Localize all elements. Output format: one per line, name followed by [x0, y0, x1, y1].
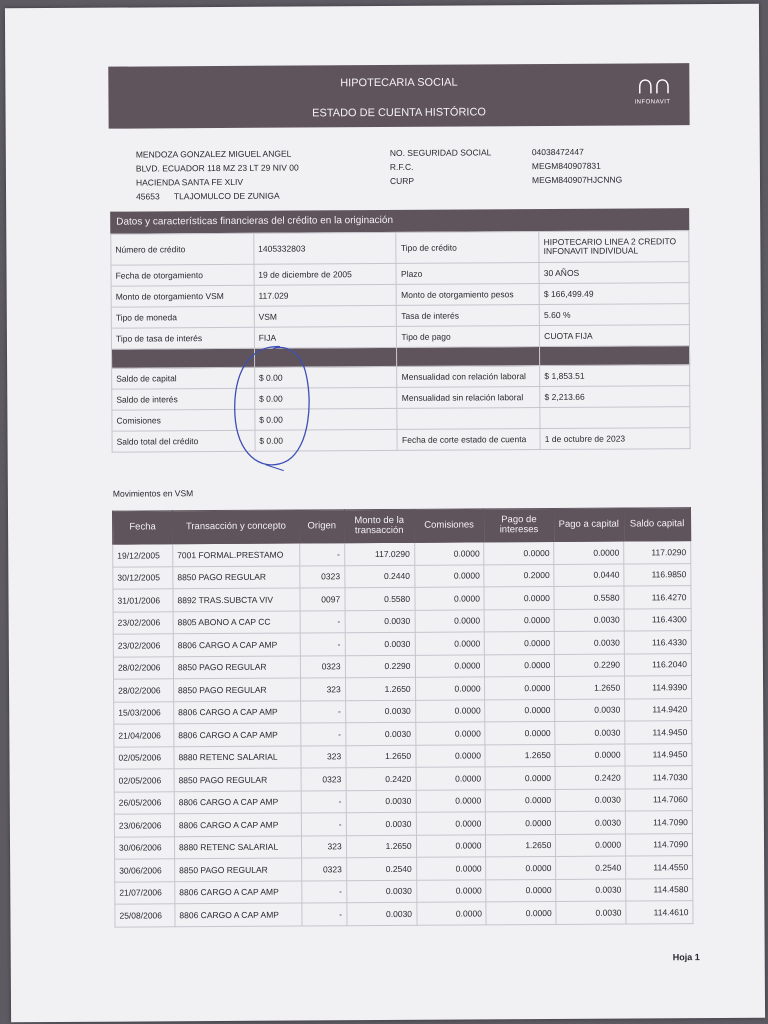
col-monto: Monto de la transacción	[344, 509, 414, 542]
date-cell: 02/05/2006	[114, 769, 174, 792]
fees-cell: 0.0000	[415, 744, 485, 767]
table-header-row	[112, 508, 690, 545]
concept-cell: 8850 PAGO REGULAR	[174, 768, 301, 791]
capital-cell: 0.0030	[556, 901, 626, 924]
col-saldo: Saldo capital	[624, 508, 691, 541]
amount-cell: 1.2650	[345, 677, 415, 700]
interest-balance-label: Saldo de interés	[112, 388, 255, 410]
interest-cell: 0.0000	[485, 631, 555, 654]
statement-title: HIPOTECARIA SOCIAL	[340, 76, 458, 90]
origin-cell: -	[300, 700, 345, 723]
balance-cell: 116.9850	[624, 563, 691, 586]
fees-cell: 0.0000	[416, 879, 486, 902]
credit-type-label: Tipo de crédito	[396, 232, 539, 264]
fees-value: $ 0.00	[255, 408, 398, 430]
concept-cell: 8850 PAGO REGULAR	[173, 678, 300, 701]
amount-cell: 0.5580	[345, 587, 415, 610]
interest-cell: 0.0000	[485, 609, 555, 632]
origin-cell: -	[300, 610, 345, 633]
capital-cell: 0.0000	[556, 834, 626, 857]
balance-cell: 114.9420	[625, 698, 692, 721]
date-cell: 19/12/2005	[113, 544, 173, 567]
origin-cell: -	[301, 723, 346, 746]
amount-cell: 1.2650	[346, 835, 416, 858]
date-cell: 25/08/2006	[115, 904, 175, 927]
origin-cell: -	[301, 880, 346, 903]
rate-type-value: FIJA	[254, 326, 397, 348]
origin-cell: -	[300, 633, 345, 656]
fees-cell: 0.0000	[416, 789, 486, 812]
concept-cell: 8850 PAGO REGULAR	[175, 858, 302, 881]
amount-cell: 117.0290	[344, 542, 414, 565]
holder-name: MENDOZA GONZALEZ MIGUEL ANGEL	[135, 148, 292, 160]
interest-cell: 0.0000	[486, 789, 556, 812]
balance-cell: 114.4550	[626, 856, 693, 879]
concept-cell: 8850 PAGO REGULAR	[173, 566, 300, 589]
amount-vsm-label: Monto de otorgamiento VSM	[111, 285, 254, 307]
page-number: Hoja 1	[672, 952, 700, 963]
origin-cell: 323	[301, 745, 346, 768]
amount-cell: 0.2540	[346, 857, 416, 880]
date-cell: 23/02/2006	[113, 634, 173, 657]
section-title: Datos y características financieras del crédito en la originación	[110, 208, 689, 234]
date-cell: 30/06/2006	[114, 836, 174, 859]
interest-cell: 0.0000	[485, 654, 555, 677]
col-comisiones: Comisiones	[414, 509, 484, 542]
movements-body	[113, 541, 693, 927]
balance-cell: 114.9450	[625, 721, 692, 744]
concept-cell: 7001 FORMAL.PRESTAMO	[173, 543, 300, 566]
amount-cell: 0.0030	[347, 902, 417, 925]
rfc-label: R.F.C.	[389, 161, 414, 172]
rfc-value: MEGM840907831	[531, 160, 601, 172]
concept-cell: 8806 CARGO A CAP AMP	[174, 791, 301, 814]
date-cell: 15/03/2006	[114, 701, 174, 724]
header-bar	[108, 63, 689, 129]
amount-cell: 0.0030	[346, 880, 416, 903]
origin-cell: 323	[301, 835, 346, 858]
origin-cell: 0323	[301, 858, 346, 881]
date-cell: 21/04/2006	[114, 724, 174, 747]
amount-cell: 0.0030	[346, 812, 416, 835]
date-cell: 23/02/2006	[113, 611, 173, 634]
origin-cell: -	[302, 903, 347, 926]
interest-cell: 0.0000	[486, 856, 556, 879]
monthly-with-job-label: Mensualidad con relación laboral	[397, 366, 540, 388]
zip-code: 45653	[136, 191, 160, 202]
interest-cell: 1.2650	[486, 834, 556, 857]
nss-label: NO. SEGURIDAD SOCIAL	[389, 147, 492, 158]
monthly-without-job-label: Mensualidad sin relación laboral	[397, 387, 540, 409]
monthly-with-job-value: $ 1,853.51	[540, 365, 690, 387]
payment-type-label: Tipo de pago	[397, 326, 540, 348]
fees-cell: 0.0000	[415, 677, 485, 700]
date-cell: 21/07/2006	[115, 881, 175, 904]
address-line-1: BLVD. ECUADOR 118 MZ 23 LT 29 NIV 00	[135, 162, 299, 174]
origin-cell: 0323	[300, 565, 345, 588]
fees-cell: 0.0000	[415, 587, 485, 610]
balance-cell: 114.7060	[625, 788, 692, 811]
capital-cell: 0.2420	[555, 766, 625, 789]
concept-cell: 8880 RETENC SALARIAL	[174, 746, 301, 769]
interest-cell: 0.0000	[485, 676, 555, 699]
rate-label: Tasa de interés	[397, 305, 540, 327]
amount-cell: 1.2650	[346, 745, 416, 768]
id-values	[532, 145, 622, 188]
capital-balance-value: $ 0.00	[254, 366, 397, 388]
rate-type-label: Tipo de tasa de interés	[111, 327, 254, 349]
date-cell: 23/06/2006	[114, 814, 174, 837]
fees-label: Comisiones	[112, 409, 255, 431]
logo-text: INFONAVIT	[634, 99, 671, 106]
balance-cell: 114.7090	[626, 833, 693, 856]
interest-cell: 0.0000	[485, 721, 555, 744]
date-cell: 30/12/2005	[113, 566, 173, 589]
fees-cell: 0.0000	[415, 722, 485, 745]
amount-cell: 0.2440	[344, 565, 414, 588]
date-cell: 28/02/2006	[113, 656, 173, 679]
fees-cell: 0.0000	[416, 812, 486, 835]
capital-cell: 0.2540	[556, 856, 626, 879]
concept-cell: 8805 ABONO A CAP CC	[173, 611, 300, 634]
total-balance-label: Saldo total del crédito	[112, 430, 255, 452]
capital-cell: 0.0440	[554, 564, 624, 587]
table-row	[115, 901, 693, 927]
concept-cell: 8806 CARGO A CAP AMP	[174, 723, 301, 746]
concept-cell: 8806 CARGO A CAP AMP	[173, 633, 300, 656]
concept-cell: 8806 CARGO A CAP AMP	[174, 813, 301, 836]
currency-label: Tipo de moneda	[111, 306, 254, 328]
credit-type-value: HIPOTECARIO LINEA 2 CREDITO INFONAVIT INDIVIDUAL	[539, 231, 689, 263]
amount-cell: 0.0030	[346, 790, 416, 813]
statement-page	[5, 4, 765, 1023]
credit-details-table	[110, 230, 690, 453]
date-cell: 30/06/2006	[115, 859, 175, 882]
interest-cell: 0.0000	[486, 879, 556, 902]
curp-label: CURP	[389, 175, 415, 186]
holder-address	[136, 147, 299, 204]
term-value: 30 AÑOS	[539, 262, 689, 284]
interest-cell: 0.0000	[484, 541, 554, 564]
balance-cell: 116.4330	[624, 631, 691, 654]
movements-title: Movimientos en VSM	[112, 488, 194, 499]
fees-cell: 0.0000	[416, 834, 486, 857]
interest-cell: 0.2000	[484, 564, 554, 587]
date-cell: 31/01/2006	[113, 589, 173, 612]
date-cell: 26/05/2006	[114, 791, 174, 814]
interest-cell: 0.0000	[485, 699, 555, 722]
interest-cell: 0.0000	[486, 766, 556, 789]
amount-cell: 0.0030	[345, 722, 415, 745]
interest-cell: 1.2650	[485, 744, 555, 767]
interest-balance-value: $ 0.00	[254, 387, 397, 409]
capital-cell: 0.0000	[555, 744, 625, 767]
balance-cell: 114.9450	[625, 743, 692, 766]
balance-cell: 116.4300	[624, 608, 691, 631]
col-intereses: Pago de intereses	[484, 508, 554, 541]
origin-cell: 0097	[300, 588, 345, 611]
col-origen: Origen	[299, 510, 344, 543]
concept-cell: 8850 PAGO REGULAR	[173, 656, 300, 679]
balance-cell: 116.2040	[624, 653, 691, 676]
balance-cell: 117.0290	[624, 541, 691, 564]
amount-cell: 0.2290	[345, 655, 415, 678]
city: TLAJOMULCO DE ZUNIGA	[173, 190, 280, 202]
origin-cell: -	[299, 543, 344, 566]
fees-cell: 0.0000	[416, 857, 486, 880]
fees-cell: 0.0000	[415, 609, 485, 632]
concept-cell: 8806 CARGO A CAP AMP	[175, 881, 302, 904]
capital-cell: 0.0030	[555, 789, 625, 812]
credit-number-label: Número de crédito	[111, 233, 254, 265]
balance-cell: 114.4580	[626, 878, 693, 901]
interest-cell: 0.0000	[484, 586, 554, 609]
fees-cell: 0.0000	[415, 654, 485, 677]
fees-cell: 0.0000	[415, 699, 485, 722]
capital-cell: 0.0030	[555, 699, 625, 722]
table-row	[111, 231, 689, 266]
rate-value: 5.60 %	[539, 304, 689, 326]
id-labels	[390, 145, 492, 188]
origin-cell: -	[301, 813, 346, 836]
capital-cell: 0.5580	[554, 586, 624, 609]
capital-cell: 0.0030	[556, 811, 626, 834]
grant-date-label: Fecha de otorgamiento	[111, 264, 254, 286]
infonavit-logo-icon: ∩∩	[635, 68, 670, 100]
concept-cell: 8880 RETENC SALARIAL	[174, 836, 301, 859]
payment-type-value: CUOTA FIJA	[540, 325, 690, 347]
capital-cell: 0.0030	[556, 879, 626, 902]
balance-cell: 114.7090	[625, 811, 692, 834]
fees-cell: 0.0000	[414, 564, 484, 587]
date-cell: 02/05/2006	[114, 746, 174, 769]
amount-pesos-label: Monto de otorgamiento pesos	[397, 284, 540, 306]
grant-date-value: 19 de diciembre de 2005	[254, 263, 397, 285]
amount-vsm-value: 117.029	[254, 284, 397, 306]
cutoff-date-label: Fecha de corte estado de cuenta	[397, 429, 540, 451]
capital-balance-label: Saldo de capital	[112, 367, 255, 389]
origin-cell: 0323	[300, 655, 345, 678]
capital-cell: 0.0030	[555, 631, 625, 654]
monthly-without-job-value: $ 2,213.66	[540, 386, 690, 408]
capital-cell: 0.0030	[554, 609, 624, 632]
origin-cell: 323	[300, 678, 345, 701]
balance-cell: 114.9390	[625, 676, 692, 699]
fees-cell: 0.0000	[416, 767, 486, 790]
capital-cell: 0.2290	[555, 654, 625, 677]
concept-cell: 8806 CARGO A CAP AMP	[174, 701, 301, 724]
amount-pesos-value: $ 166,499.49	[539, 283, 689, 305]
capital-cell: 0.0030	[555, 721, 625, 744]
address-line-2: HACIENDA SANTA FE XLIV	[135, 176, 244, 188]
capital-cell: 0.0000	[554, 541, 624, 564]
date-cell: 28/02/2006	[114, 679, 174, 702]
interest-cell: 0.0000	[486, 811, 556, 834]
origin-cell: 0323	[301, 768, 346, 791]
statement-subtitle: ESTADO DE CUENTA HISTÓRICO	[312, 106, 486, 120]
balance-cell: 116.4270	[624, 586, 691, 609]
fees-cell: 0.0000	[414, 542, 484, 565]
balance-cell: 114.4610	[626, 901, 693, 924]
credit-number-value: 1405332803	[254, 232, 397, 264]
col-capital: Pago a capital	[554, 508, 624, 541]
curp-value: MEGM840907HJCNNG	[531, 174, 623, 186]
col-transaccion: Transacción y concepto	[172, 510, 299, 544]
amount-cell: 0.0030	[345, 632, 415, 655]
amount-cell: 0.0030	[345, 700, 415, 723]
interest-cell: 0.0000	[486, 901, 556, 924]
table-row	[112, 428, 690, 453]
term-label: Plazo	[396, 263, 539, 285]
fees-cell: 0.0000	[415, 632, 485, 655]
origin-cell: -	[301, 790, 346, 813]
address-line-3	[136, 189, 299, 204]
pen-circle-mark	[225, 340, 316, 475]
nss-value: 04038472447	[531, 146, 584, 158]
concept-cell: 8806 CARGO A CAP AMP	[175, 903, 302, 926]
fees-cell: 0.0000	[416, 902, 486, 925]
amount-cell: 0.0030	[345, 610, 415, 633]
movements-table	[112, 507, 694, 927]
total-balance-value: $ 0.00	[255, 429, 398, 451]
col-fecha: Fecha	[112, 511, 172, 544]
currency-value: VSM	[254, 305, 397, 327]
concept-cell: 8892 TRAS.SUBCTA VIV	[173, 588, 300, 611]
amount-cell: 0.2420	[346, 767, 416, 790]
balance-cell: 114.7030	[625, 766, 692, 789]
cutoff-date-value: 1 de octubre de 2023	[540, 428, 690, 450]
infonavit-logo	[625, 69, 679, 117]
capital-cell: 1.2650	[555, 676, 625, 699]
